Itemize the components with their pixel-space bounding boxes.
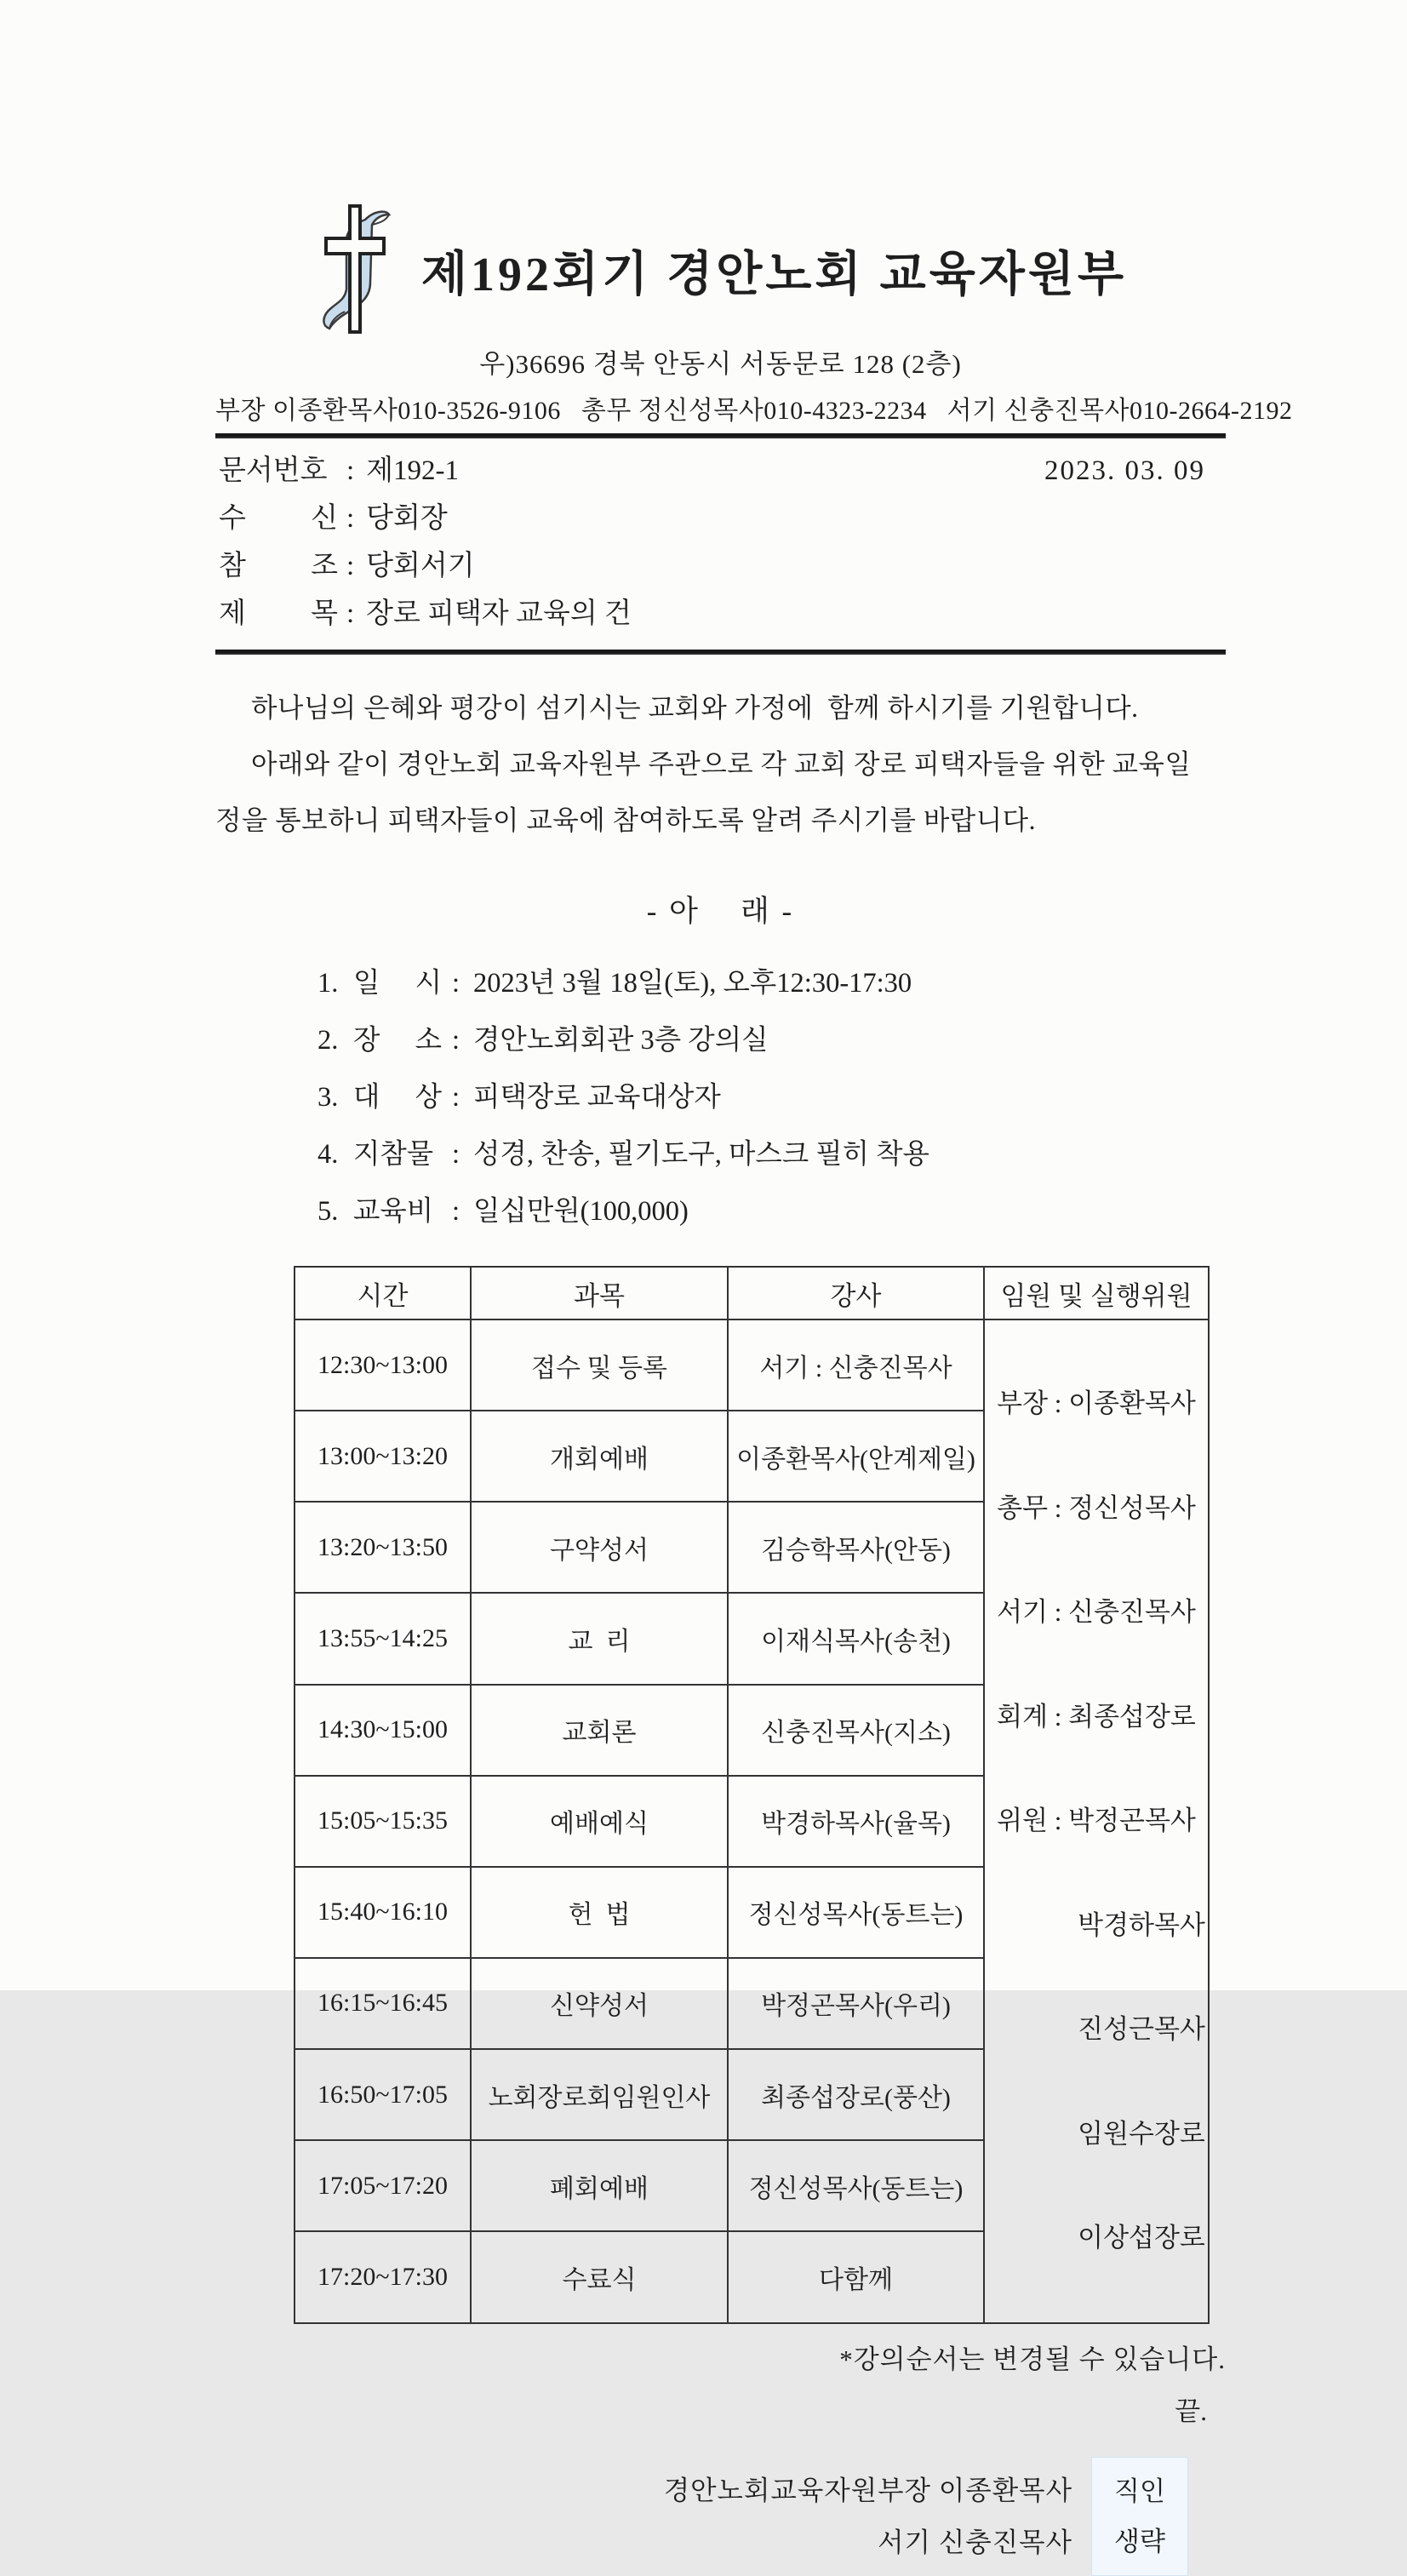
item-label: 일 시 [353,968,442,999]
officer-line: 이상섭장로 [1078,2223,1205,2253]
divider-bottom [215,650,1226,655]
stamp-box [1091,2457,1188,2576]
details-list [317,966,1226,1228]
colon: : [346,551,355,581]
doc-to-row [219,495,1222,542]
org-address: 우)36696 경북 안동시 서동문로 128 (2층) [479,349,962,379]
cell-lecturer: 서기 : 신충진목사 [728,1319,984,1411]
cell-subject: 교회론 [471,1685,728,1776]
cell-lecturer: 최종섭장로(풍산) [728,2049,984,2140]
officer-line: 서기 : 신충진목사 [997,1597,1196,1627]
doc-date: 2023. 03. 09 [1044,455,1205,486]
body-text [215,680,1226,849]
item-number: 4. [317,1139,339,1170]
cell-time: 15:05~15:35 [295,1776,471,1867]
cell-lecturer: 김승학목사(안동) [728,1502,984,1593]
officer-line: 위원 : 박정곤목사 [997,1806,1196,1835]
signature-chief: 경안노회교육자원부장 이종환목사 [663,2475,1072,2505]
colon: : [452,1025,460,1056]
col-header-subject: 과목 [471,1267,728,1319]
officer-line: 회계 : 최종섭장로 [997,1701,1196,1732]
cell-lecturer: 정신성목사(동트는) [728,2140,984,2231]
item-number: 1. [317,968,339,999]
table-row [295,1319,1209,1411]
colon: : [346,455,355,486]
item-label: 대 상 [353,1082,442,1113]
doc-cc-value: 당회서기 [366,551,475,581]
doc-number-row [219,447,1222,495]
doc-number-value: 제192-1 [366,455,460,486]
cell-subject: 노회장로회임원인사 [471,2049,728,2140]
page-title: 제192회기 경안노회 교육자원부 [420,249,1128,301]
officer-line: 임원수장로 [1078,2118,1205,2149]
list-item [317,1080,1226,1114]
cell-time: 12:30~13:00 [295,1319,471,1411]
cell-time: 13:20~13:50 [295,1502,471,1593]
cell-time: 14:30~15:00 [295,1685,471,1776]
doc-to-label: 수 신 [219,503,338,534]
cell-time: 17:05~17:20 [295,2140,471,2231]
col-header-lecturer: 강사 [728,1267,984,1319]
officer-line: 총무 : 정신성목사 [997,1492,1196,1523]
colon: : [452,1139,460,1170]
cell-time: 13:55~14:25 [295,1593,471,1684]
colon: : [452,1196,460,1227]
item-value: 2023년 3월 18일(토), 오후12:30-17:30 [473,968,912,999]
stamp-seal-label: 직인 [1114,2476,1165,2506]
cell-subject: 구약성서 [471,1502,728,1593]
doc-to-value: 당회장 [366,503,448,534]
cell-subject: 수료식 [471,2231,728,2322]
officer-line: 부장 : 이종환목사 [997,1388,1196,1418]
item-number: 5. [317,1196,339,1227]
end-mark: 끝. [1175,2396,1207,2426]
colon: : [452,968,460,999]
signature-lines [664,2464,1072,2568]
doc-number-label: 문서번호 [219,455,328,486]
signature-block [215,2457,1226,2576]
cell-lecturer: 이재식목사(송천) [728,1593,984,1684]
signature-secretary: 서기 신충진목사 [878,2527,1072,2557]
body-line-1: 하나님의 은혜와 평강이 섬기시는 교회와 가정에 함께 하시기를 기원합니다. [251,693,1139,723]
item-value: 일십만원(100,000) [473,1196,689,1227]
cell-time: 15:40~16:10 [295,1867,471,1958]
col-header-officers: 임원 및 실행위원 [984,1267,1209,1319]
cell-subject: 예배예식 [471,1776,728,1867]
item-value: 피택장로 교육대상자 [473,1082,721,1113]
cell-lecturer: 신충진목사(지소) [728,1685,984,1776]
cell-lecturer: 다함께 [728,2231,984,2322]
item-label: 교육비 [353,1196,434,1227]
officers-cell [984,1319,1209,2323]
doc-subject-row [219,590,1222,638]
item-label: 장 소 [353,1025,442,1056]
schedule-table [294,1266,1210,2324]
cell-lecturer: 박정곤목사(우리) [728,1958,984,2049]
cell-subject: 개회예배 [471,1411,728,1502]
doc-cc-row [219,542,1222,590]
document-content [215,0,1293,2576]
cell-subject: 신약성서 [471,1958,728,2049]
colon: : [346,598,355,629]
document-header [215,203,1226,339]
cell-subject: 폐회예배 [471,2140,728,2231]
schedule-note: *강의순서는 변경될 수 있습니다. [839,2344,1226,2374]
table-header-row [295,1267,1209,1319]
item-label: 지참물 [353,1139,434,1170]
list-item [317,1137,1226,1171]
doc-subject-label: 제 목 [219,598,338,629]
cell-time: 17:20~17:30 [295,2231,471,2322]
cell-time: 16:15~16:45 [295,1958,471,2049]
colon: : [346,503,355,534]
doc-subject-value: 장로 피택자 교육의 건 [366,598,632,629]
item-value: 성경, 찬송, 필기도구, 마스크 필히 착용 [473,1139,929,1170]
below-heading: - 아 래 - [646,895,795,928]
item-number: 2. [317,1025,339,1056]
cell-time: 16:50~17:05 [295,2049,471,2140]
col-header-time: 시간 [295,1267,471,1319]
cross-scroll-logo-icon [314,201,396,337]
officer-line: 진성근목사 [1078,2014,1205,2044]
list-item [317,966,1226,1000]
list-item [317,1194,1226,1228]
cell-lecturer: 박경하목사(율목) [728,1776,984,1867]
item-number: 3. [317,1082,339,1113]
colon: : [452,1082,460,1113]
body-line-3: 정을 통보하니 피택자들이 교육에 참여하도록 알려 주시기를 바랍니다. [215,805,1036,835]
cell-time: 13:00~13:20 [295,1411,471,1502]
cell-subject: 헌 법 [471,1867,728,1958]
item-value: 경안노회회관 3층 강의실 [473,1025,769,1056]
org-contacts: 부장 이종환목사010-3526-9106 총무 정신성목사010-4323-2234 서기 신충진목사010-2664-2192 [215,397,1293,425]
cell-subject: 교 리 [471,1593,728,1684]
officer-line: 박경하목사 [1078,1909,1205,1940]
list-item [317,1023,1226,1057]
cell-subject: 접수 및 등록 [471,1319,728,1411]
cell-lecturer: 정신성목사(동트는) [728,1867,984,1958]
body-line-2: 아래와 같이 경안노회 교육자원부 주관으로 각 교회 장로 피택자들을 위한 교육일 [251,749,1192,779]
cell-lecturer: 이종환목사(안계제일) [728,1411,984,1502]
doc-info-block [215,438,1226,648]
doc-cc-label: 참 조 [219,551,338,581]
stamp-omitted-label: 생략 [1114,2526,1165,2556]
